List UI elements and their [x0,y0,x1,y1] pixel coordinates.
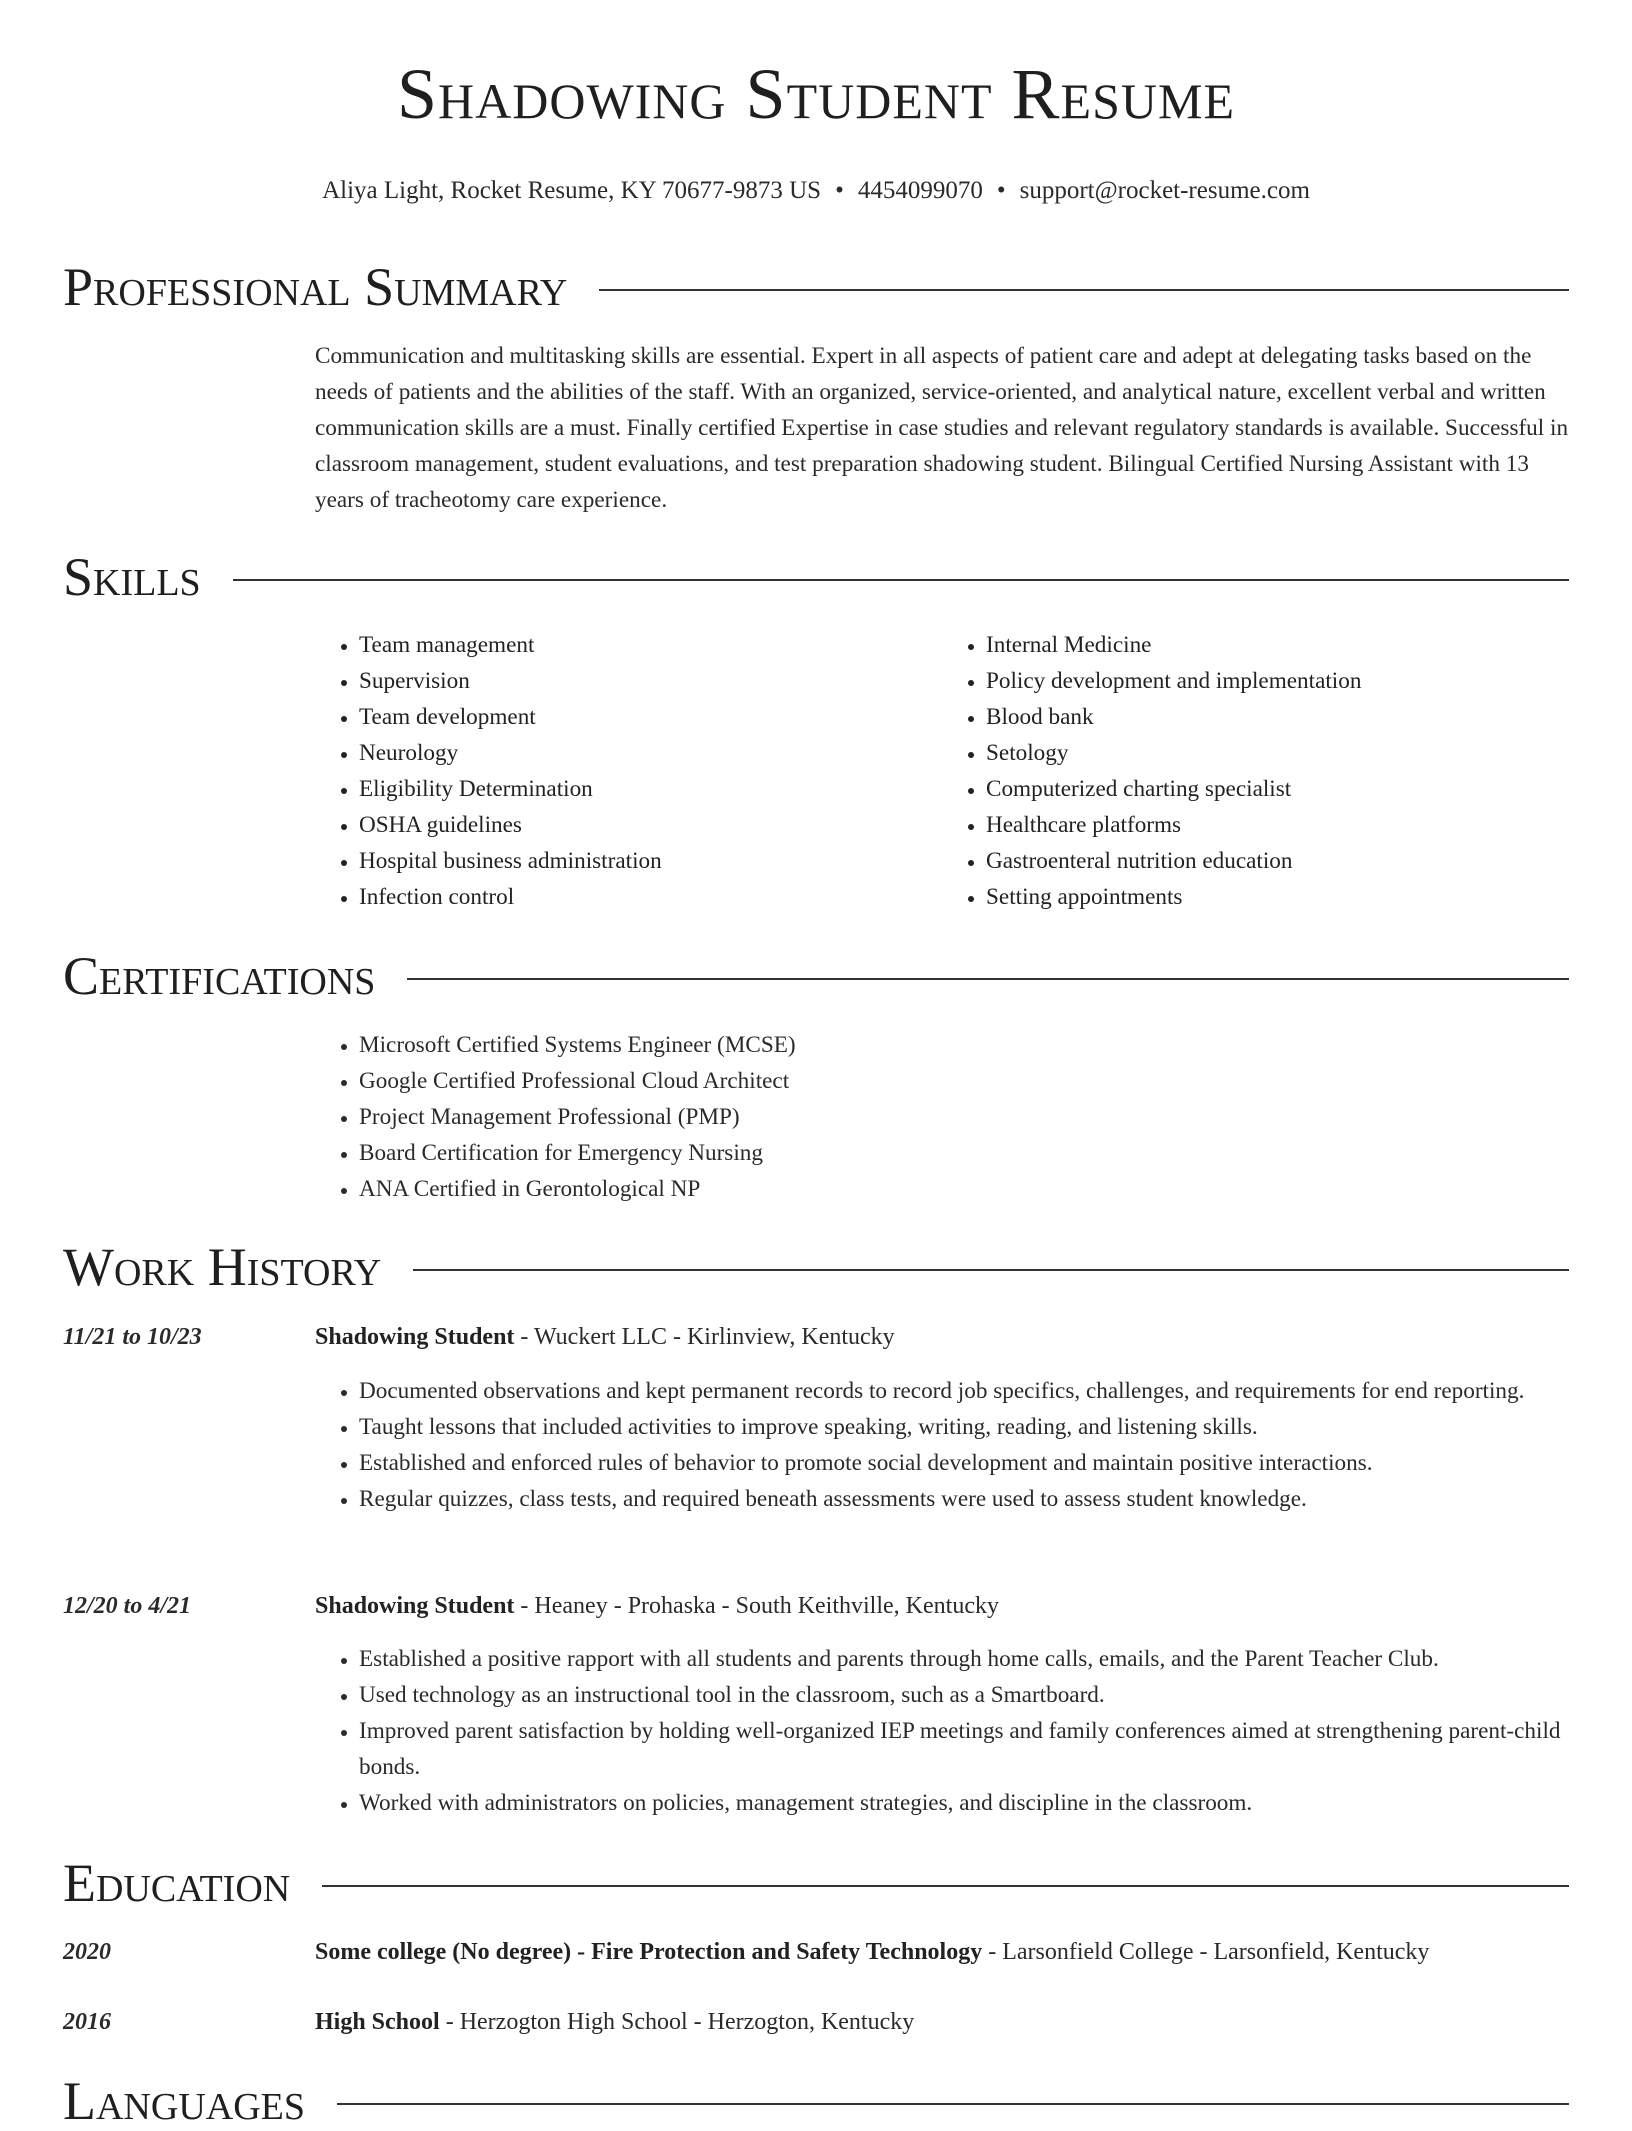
section-divider [599,289,1569,291]
job-bullet: • Documented observations and kept permanent records to record job specifics, challenges, and requirements for end reporting. [359,1373,1569,1409]
education-degree: Some college (No degree) - Fire Protection and Safety Technology [315,1939,983,1965]
certification-item: • Project Management Professional (PMP) [359,1099,1569,1135]
skill-item: • Policy development and implementation [986,663,1569,699]
section-divider [322,1885,1569,1887]
job-bullets [315,1641,1569,1821]
skill-item: • Hospital business administration [359,843,942,879]
job-dates: 12/20 to 4/21 [63,1593,192,1619]
section-divider [413,1269,1569,1271]
job-bullet: • Regular quizzes, class tests, and required beneath assessments were used to assess student knowledge. [359,1481,1569,1517]
job-dates: 11/21 to 10/23 [63,1324,202,1350]
section-header-education [63,1853,1569,1913]
job-bullet: • Established a positive rapport with all students and parents through home calls, emails, and the Parent Teacher Club. [359,1641,1569,1677]
job-bullet: • Improved parent satisfaction by holding well-organized IEP meetings and family conferences aimed at strengthening parent-child bonds. [359,1713,1569,1785]
skills-list [315,627,1569,915]
skill-item: • Gastroenteral nutrition education [986,843,1569,879]
job-employer: - Heaney - Prohaska - South Keithville, Kentucky [514,1593,999,1619]
contact-email: support@rocket-resume.com [1019,177,1310,204]
certification-item: • ANA Certified in Gerontological NP [359,1171,1569,1207]
contact-address: Aliya Light, Rocket Resume, KY 70677-9873 US [322,177,822,204]
section-title-work-history: Work History [63,1237,382,1297]
job-bullet: • Used technology as an instructional tool in the classroom, such as a Smartboard. [359,1677,1569,1713]
section-title-languages: Languages [63,2071,305,2131]
job-title: Shadowing Student [315,1593,515,1619]
section-divider [233,579,1569,581]
education-degree: High School [315,2009,440,2035]
education-year: 2016 [63,2009,111,2035]
resume-title: Shadowing Student Resume [396,54,1235,134]
section-header-summary [63,257,1569,317]
section-title-summary: Professional Summary [63,257,568,317]
contact-line [0,176,1632,206]
certification-item: • Microsoft Certified Systems Engineer (MCSE) [359,1027,1569,1063]
contact-phone: 4454099070 [857,177,983,204]
education-entry [315,1934,1569,1970]
certification-item: • Board Certification for Emergency Nursing [359,1135,1569,1171]
skill-item: • Computerized charting specialist [986,771,1569,807]
section-title-certifications: Certifications [63,946,376,1006]
section-divider [407,978,1569,980]
education-school: - Larsonfield College - Larsonfield, Kentucky [982,1939,1430,1965]
skills-column-right [942,627,1569,915]
job-title: Shadowing Student [315,1324,515,1350]
certification-item: • Google Certified Professional Cloud Architect [359,1063,1569,1099]
skill-item: • Infection control [359,879,942,915]
contact-separator: • [835,177,844,204]
contact-separator: • [996,177,1006,204]
section-header-work-history [63,1237,1569,1297]
education-year: 2020 [63,1939,111,1965]
skill-item: • Supervision [359,663,942,699]
job-bullet: • Taught lessons that included activities to improve speaking, writing, reading, and listening skills. [359,1409,1569,1445]
skill-item: • Team development [359,699,942,735]
skill-item: • Setting appointments [986,879,1569,915]
skill-item: • Neurology [359,735,942,771]
certifications-list [315,1027,1569,1207]
skill-item: • Eligibility Determination [359,771,942,807]
summary-text: Communication and multitasking skills are essential. Expert in all aspects of patient care and adept at delegating tasks based on the needs of patients and the abilities of the staff. With an organized, service-oriented, and analytical nature, excellent verbal and written communication skills are a must. Finally certified Expertise in case studies and relevant regulatory standards is available. Successful in classroom management, student evaluations, and test preparation shadowing student. Bilingual Certified Nursing Assistant with 13 years of tracheotomy care experience. [315,343,1569,513]
section-header-skills [63,547,1569,607]
section-title-skills: Skills [63,547,201,607]
job-employer: - Wuckert LLC - Kirlinview, Kentucky [514,1324,895,1350]
skill-item: • Setology [986,735,1569,771]
skill-item: • Blood bank [986,699,1569,735]
education-school: - Herzogton High School - Herzogton, Kentucky [439,2009,915,2035]
section-title-education: Education [63,1853,291,1913]
section-header-certifications [63,946,1569,1006]
job-bullet: • Worked with administrators on policies, management strategies, and discipline in the classroom. [359,1785,1569,1821]
job-title-line [315,1319,1569,1355]
job-bullet: • Established and enforced rules of behavior to promote social development and maintain positive interactions. [359,1445,1569,1481]
skills-column-left [315,627,942,915]
skill-item: • OSHA guidelines [359,807,942,843]
job-title-line [315,1588,1569,1624]
job-bullets [315,1373,1569,1517]
skill-item: • Healthcare platforms [986,807,1569,843]
education-entry [315,2004,1569,2040]
skill-item: • Team management [359,627,942,663]
section-header-languages [63,2071,1569,2131]
skill-item: • Internal Medicine [986,627,1569,663]
section-divider [337,2103,1569,2105]
